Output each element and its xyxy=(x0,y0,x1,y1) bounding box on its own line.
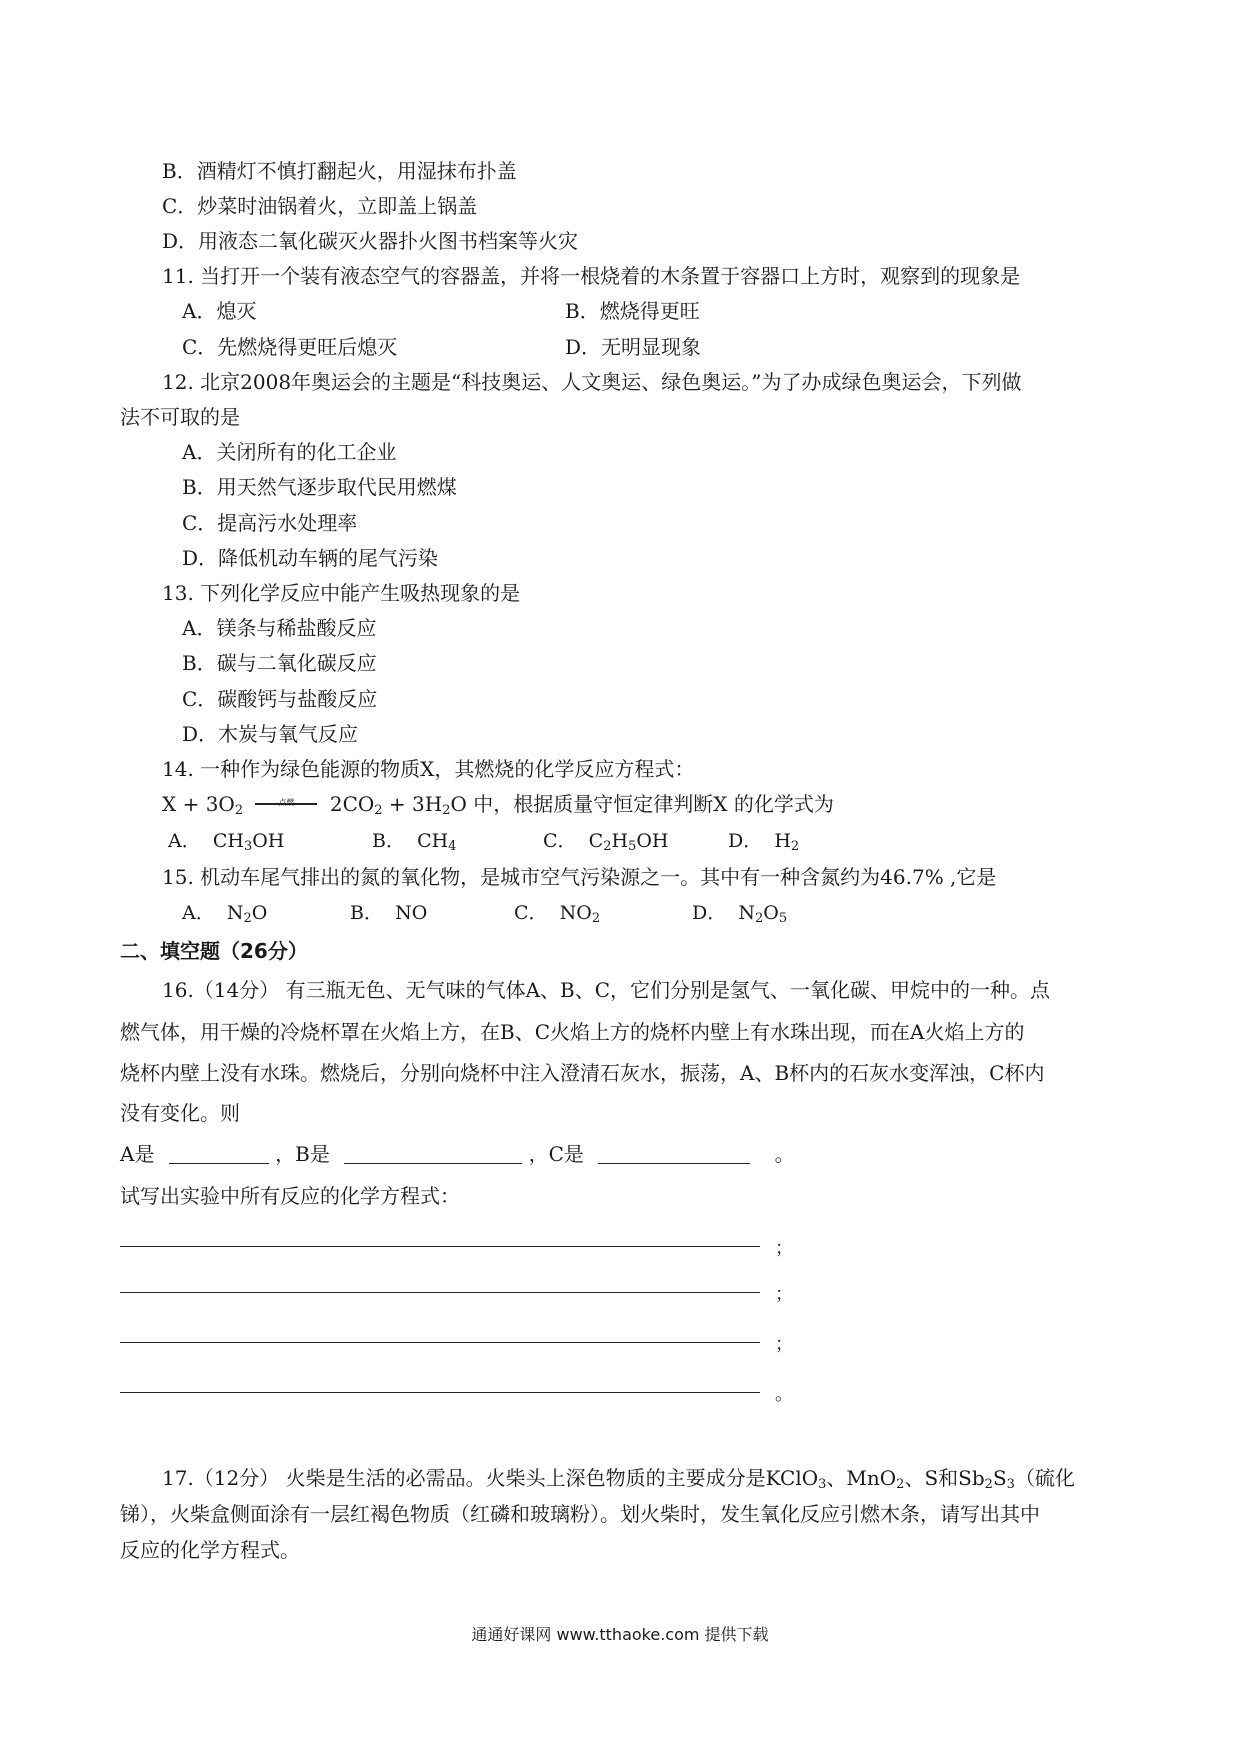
option-b-prev: B．酒精灯不慎打翻起火，用湿抹布扑盖 xyxy=(162,159,517,183)
answer-blank-b[interactable] xyxy=(344,1143,522,1164)
q16-instruction: 试写出实验中所有反应的化学方程式： xyxy=(120,1184,460,1208)
eq-left-sub: 2 xyxy=(234,803,244,818)
q14-option-b: B． $CH_4$ xyxy=(372,830,457,854)
c-is-label: ，C是 xyxy=(528,1142,584,1166)
b-is-label: ，B是 xyxy=(275,1142,330,1166)
q15-option-a: A． $N_2O$ xyxy=(182,902,268,926)
q11-option-d: D．无明显现象 xyxy=(565,335,702,359)
equation-line-2-end: ； xyxy=(775,1284,793,1305)
question-12-stem-2: 法不可取的是 xyxy=(120,405,240,429)
eq-right-1: 2CO xyxy=(329,792,375,816)
eq-right-1-sub: 2 xyxy=(374,803,383,818)
answer-blank-c[interactable] xyxy=(598,1143,750,1164)
question-15-stem: 15. 机动车尾气排出的氮的氧化物，是城市空气污染源之一。其中有一种含氮约为46.7% ,它是 xyxy=(162,865,997,889)
question-16-line-2: 燃气体，用干燥的冷烧杯罩在火焰上方，在B、C火焰上方的烧杯内壁上有水珠出现，而在A火焰上方的 xyxy=(120,1020,1025,1044)
q12-option-b: B．用天然气逐步取代民用燃煤 xyxy=(182,475,457,499)
equation-answer-line-4[interactable] xyxy=(120,1392,760,1393)
reaction-condition: 点燃 xyxy=(278,798,295,807)
page-footer: 通通好课网 www.tthaoke.com 提供下载 xyxy=(471,1625,769,1644)
equation-line-4-end: 。 xyxy=(775,1384,793,1405)
q14-option-c: C． $C_2H_5OH$ xyxy=(543,830,669,854)
q13-option-b: B．碳与二氧化碳反应 xyxy=(182,651,377,675)
equation-answer-line-2[interactable] xyxy=(120,1292,760,1293)
q14-option-a: A． $CH_3OH$ xyxy=(168,830,285,854)
answer-blank-a[interactable] xyxy=(169,1143,269,1164)
question-16-line-4: 没有变化。则 xyxy=(120,1101,240,1125)
equation-line-1-end: ； xyxy=(775,1238,793,1259)
q15-option-d: D． $N_2O_5$ xyxy=(692,902,788,926)
question-17-line-3: 反应的化学方程式。 xyxy=(120,1538,300,1562)
q12-option-c: C．提高污水处理率 xyxy=(182,511,358,535)
q11-option-a: A．熄灭 xyxy=(182,299,257,323)
q14-option-d: D． $H_2$ xyxy=(728,830,800,854)
question-13-stem: 13. 下列化学反应中能产生吸热现象的是 xyxy=(162,581,521,605)
question-14-stem: 14. 一种作为绿色能源的物质X，其燃烧的化学反应方程式： xyxy=(162,757,695,781)
option-d-prev: D．用液态二氧化碳灭火器扑火图书档案等火灾 xyxy=(162,229,579,253)
q15-option-b: B． NO xyxy=(350,902,428,924)
eq-right-2-sub: 2 xyxy=(442,803,451,818)
q11-option-c: C．先燃烧得更旺后熄灭 xyxy=(182,335,398,359)
a-is-label: A是 xyxy=(120,1142,155,1166)
q15-option-c: C． $NO_2$ xyxy=(514,902,601,926)
equation-answer-line-1[interactable] xyxy=(120,1246,760,1247)
question-12-stem-1: 12. 北京2008年奥运会的主题是“科技奥运、人文奥运、绿色奥运。”为了办成绿色奥运会，下列做 xyxy=(162,370,1022,394)
option-c-prev: C．炒菜时油锅着火，立即盖上锅盖 xyxy=(162,194,478,218)
section-2-title: 二、填空题（26分） xyxy=(120,939,308,963)
q14-equation xyxy=(162,790,834,818)
equation-line-3-end: ； xyxy=(775,1334,793,1355)
q13-option-a: A．镁条与稀盐酸反应 xyxy=(182,616,377,640)
equation-answer-line-3[interactable] xyxy=(120,1342,760,1343)
question-17-line-2: 锑），火柴盒侧面涂有一层红褐色物质（红磷和玻璃粉）。划火柴时，发生氧化反应引燃木条，请写出其中 xyxy=(120,1502,1040,1526)
eq-left: X + 3O xyxy=(162,792,235,816)
q13-option-d: D．木炭与氧气反应 xyxy=(182,722,359,746)
reaction-arrow xyxy=(253,793,319,813)
question-17-line-1: 17.（12分） 火柴是生活的必需品。火柴头上深色物质的主要成分是KClO$_3$、MnO$_2$、S和$Sb_2S_3$（硫化 xyxy=(162,1466,1075,1492)
question-16-line-3: 烧杯内壁上没有水珠。燃烧后，分别向烧杯中注入澄清石灰水，振荡，A、B杯内的石灰水变浑浊，C杯内 xyxy=(120,1061,1045,1085)
eq-right-3: O 中，根据质量守恒定律判断X 的化学式为 xyxy=(450,792,834,816)
q16-answer-row xyxy=(120,1140,795,1168)
q11-option-b: B．燃烧得更旺 xyxy=(565,299,700,323)
q13-option-c: C．碳酸钙与盐酸反应 xyxy=(182,687,378,711)
q12-option-d: D．降低机动车辆的尾气污染 xyxy=(182,546,439,570)
q12-option-a: A．关闭所有的化工企业 xyxy=(182,440,397,464)
eq-right-2: + 3H xyxy=(382,792,443,816)
answer-row-end: 。 xyxy=(774,1142,795,1166)
question-11-stem: 11. 当打开一个装有液态空气的容器盖，并将一根烧着的木条置于容器口上方时，观察到的现象是 xyxy=(162,264,1021,288)
question-16-line-1: 16.（14分） 有三瓶无色、无气味的气体A、B、C，它们分别是氢气、一氧化碳、甲烷中的一种。点 xyxy=(162,978,1051,1002)
